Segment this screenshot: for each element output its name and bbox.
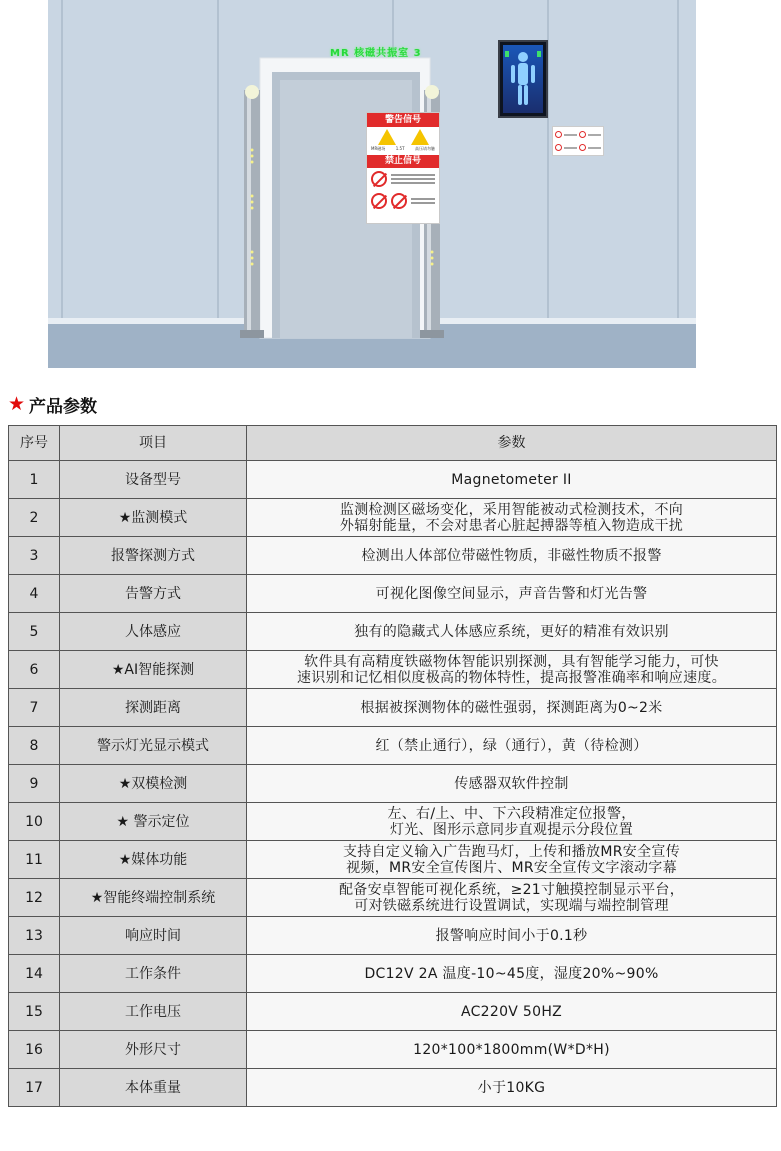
row-index: 5 xyxy=(9,613,60,651)
row-item: 警示灯光显示模式 xyxy=(60,727,247,765)
section-heading xyxy=(8,392,97,416)
warning-triangle-icon xyxy=(411,129,429,145)
row-item: 工作电压 xyxy=(60,993,247,1031)
row-value: AC220V 50HZ xyxy=(247,993,777,1031)
table-row xyxy=(9,765,777,803)
row-value: 红（禁止通行），绿（通行），黄（待检测） xyxy=(247,727,777,765)
row-index: 6 xyxy=(9,651,60,689)
warning-triangle-icon xyxy=(378,129,396,145)
table-row xyxy=(9,499,777,537)
header-item: 项目 xyxy=(60,426,247,461)
row-index: 12 xyxy=(9,879,60,917)
door-sign-text: MR 核磁共振室 3 xyxy=(330,48,422,59)
table-row xyxy=(9,993,777,1031)
row-value: Magnetometer II xyxy=(247,461,777,499)
row-item: 报警探测方式 xyxy=(60,537,247,575)
row-index: 14 xyxy=(9,955,60,993)
row-index: 2 xyxy=(9,499,60,537)
row-index: 3 xyxy=(9,537,60,575)
table-row xyxy=(9,651,777,689)
row-value: 报警响应时间小于0.1秒 xyxy=(247,917,777,955)
row-value: 监测检测区磁场变化，采用智能被动式检测技术，不向 外辐射能量，不会对患者心脏起搏器等植入物造成干扰 xyxy=(247,499,777,537)
row-index: 10 xyxy=(9,803,60,841)
warning-sign xyxy=(366,112,440,224)
row-index: 13 xyxy=(9,917,60,955)
forbid-sign-header: 禁止信号 xyxy=(367,155,439,168)
row-index: 1 xyxy=(9,461,60,499)
warning-label-left: MR磁场 xyxy=(371,146,386,151)
row-value: 独有的隐藏式人体感应系统，更好的精准有效识别 xyxy=(247,613,777,651)
row-item: ★ 警示定位 xyxy=(60,803,247,841)
row-value: 检测出人体部位带磁性物质，非磁性物质不报警 xyxy=(247,537,777,575)
table-row xyxy=(9,841,777,879)
table-row xyxy=(9,727,777,765)
warning-label-right: 高压请勿触 xyxy=(414,146,435,151)
row-index: 4 xyxy=(9,575,60,613)
warning-sign-header: 警告信号 xyxy=(367,113,439,127)
row-value: 可视化图像空间显示，声音告警和灯光告警 xyxy=(247,575,777,613)
sign-fine-print xyxy=(391,172,435,186)
prohibition-icon xyxy=(579,131,586,138)
table-row xyxy=(9,613,777,651)
prohibition-icon xyxy=(371,171,387,187)
row-item: ★智能终端控制系统 xyxy=(60,879,247,917)
row-item: ★双模检测 xyxy=(60,765,247,803)
row-value: 配备安卓智能可视化系统，≥21寸触摸控制显示平台， 可对铁磁系统进行设置调试，实现端与端控制管理 xyxy=(247,879,777,917)
table-row xyxy=(9,689,777,727)
row-index: 9 xyxy=(9,765,60,803)
row-item: 告警方式 xyxy=(60,575,247,613)
parameter-table xyxy=(8,425,777,1107)
row-item: ★AI智能探测 xyxy=(60,651,247,689)
body-scan-icon xyxy=(503,45,543,113)
table-row xyxy=(9,461,777,499)
sign-fine-print xyxy=(411,196,435,206)
warning-label-middle: 1.5T xyxy=(395,146,405,151)
row-value: 根据被探测物体的磁性强弱，探测距离为0~2米 xyxy=(247,689,777,727)
row-value: 120*100*1800mm(W*D*H) xyxy=(247,1031,777,1069)
table-row xyxy=(9,917,777,955)
row-item: ★监测模式 xyxy=(60,499,247,537)
section-title: 产品参数 xyxy=(29,396,98,417)
row-item: 工作条件 xyxy=(60,955,247,993)
prohibition-icon xyxy=(555,144,562,151)
monitor-screen xyxy=(503,45,543,113)
row-index: 15 xyxy=(9,993,60,1031)
product-photo xyxy=(48,0,696,368)
header-value: 参数 xyxy=(247,426,777,461)
row-item: 设备型号 xyxy=(60,461,247,499)
row-index: 8 xyxy=(9,727,60,765)
row-value: 左、右/上、中、下六段精准定位报警， 灯光、图形示意同步直观提示分段位置 xyxy=(247,803,777,841)
row-item: ★媒体功能 xyxy=(60,841,247,879)
header-index: 序号 xyxy=(9,426,60,461)
table-row xyxy=(9,955,777,993)
prohibition-icon xyxy=(579,144,586,151)
row-index: 16 xyxy=(9,1031,60,1069)
row-value: 传感器双软件控制 xyxy=(247,765,777,803)
row-item: 人体感应 xyxy=(60,613,247,651)
row-index: 17 xyxy=(9,1069,60,1107)
prohibition-icon xyxy=(555,131,562,138)
wall-monitor xyxy=(498,40,548,118)
row-value: 支持自定义输入广告跑马灯，上传和播放MR安全宣传 视频，MR安全宣传图片、MR安全宣传文字滚动字幕 xyxy=(247,841,777,879)
row-item: 探测距离 xyxy=(60,689,247,727)
table-row xyxy=(9,803,777,841)
wall-notice-card xyxy=(552,126,604,156)
row-value: 软件具有高精度铁磁物体智能识别探测，具有智能学习能力，可快 速识别和记忆相似度极高的物体特性，提高报警准确率和响应速度。 xyxy=(247,651,777,689)
row-item: 本体重量 xyxy=(60,1069,247,1107)
row-index: 11 xyxy=(9,841,60,879)
table-row xyxy=(9,1031,777,1069)
table-row xyxy=(9,879,777,917)
table-row xyxy=(9,1069,777,1107)
row-item: 外形尺寸 xyxy=(60,1031,247,1069)
prohibition-icon xyxy=(371,193,387,209)
table-header-row xyxy=(9,426,777,461)
prohibition-icon xyxy=(391,193,407,209)
star-icon: ★ xyxy=(8,392,26,415)
row-index: 7 xyxy=(9,689,60,727)
table-row xyxy=(9,575,777,613)
row-value: 小于10KG xyxy=(247,1069,777,1107)
row-value: DC12V 2A 温度-10~45度，湿度20%~90% xyxy=(247,955,777,993)
table-row xyxy=(9,537,777,575)
row-item: 响应时间 xyxy=(60,917,247,955)
